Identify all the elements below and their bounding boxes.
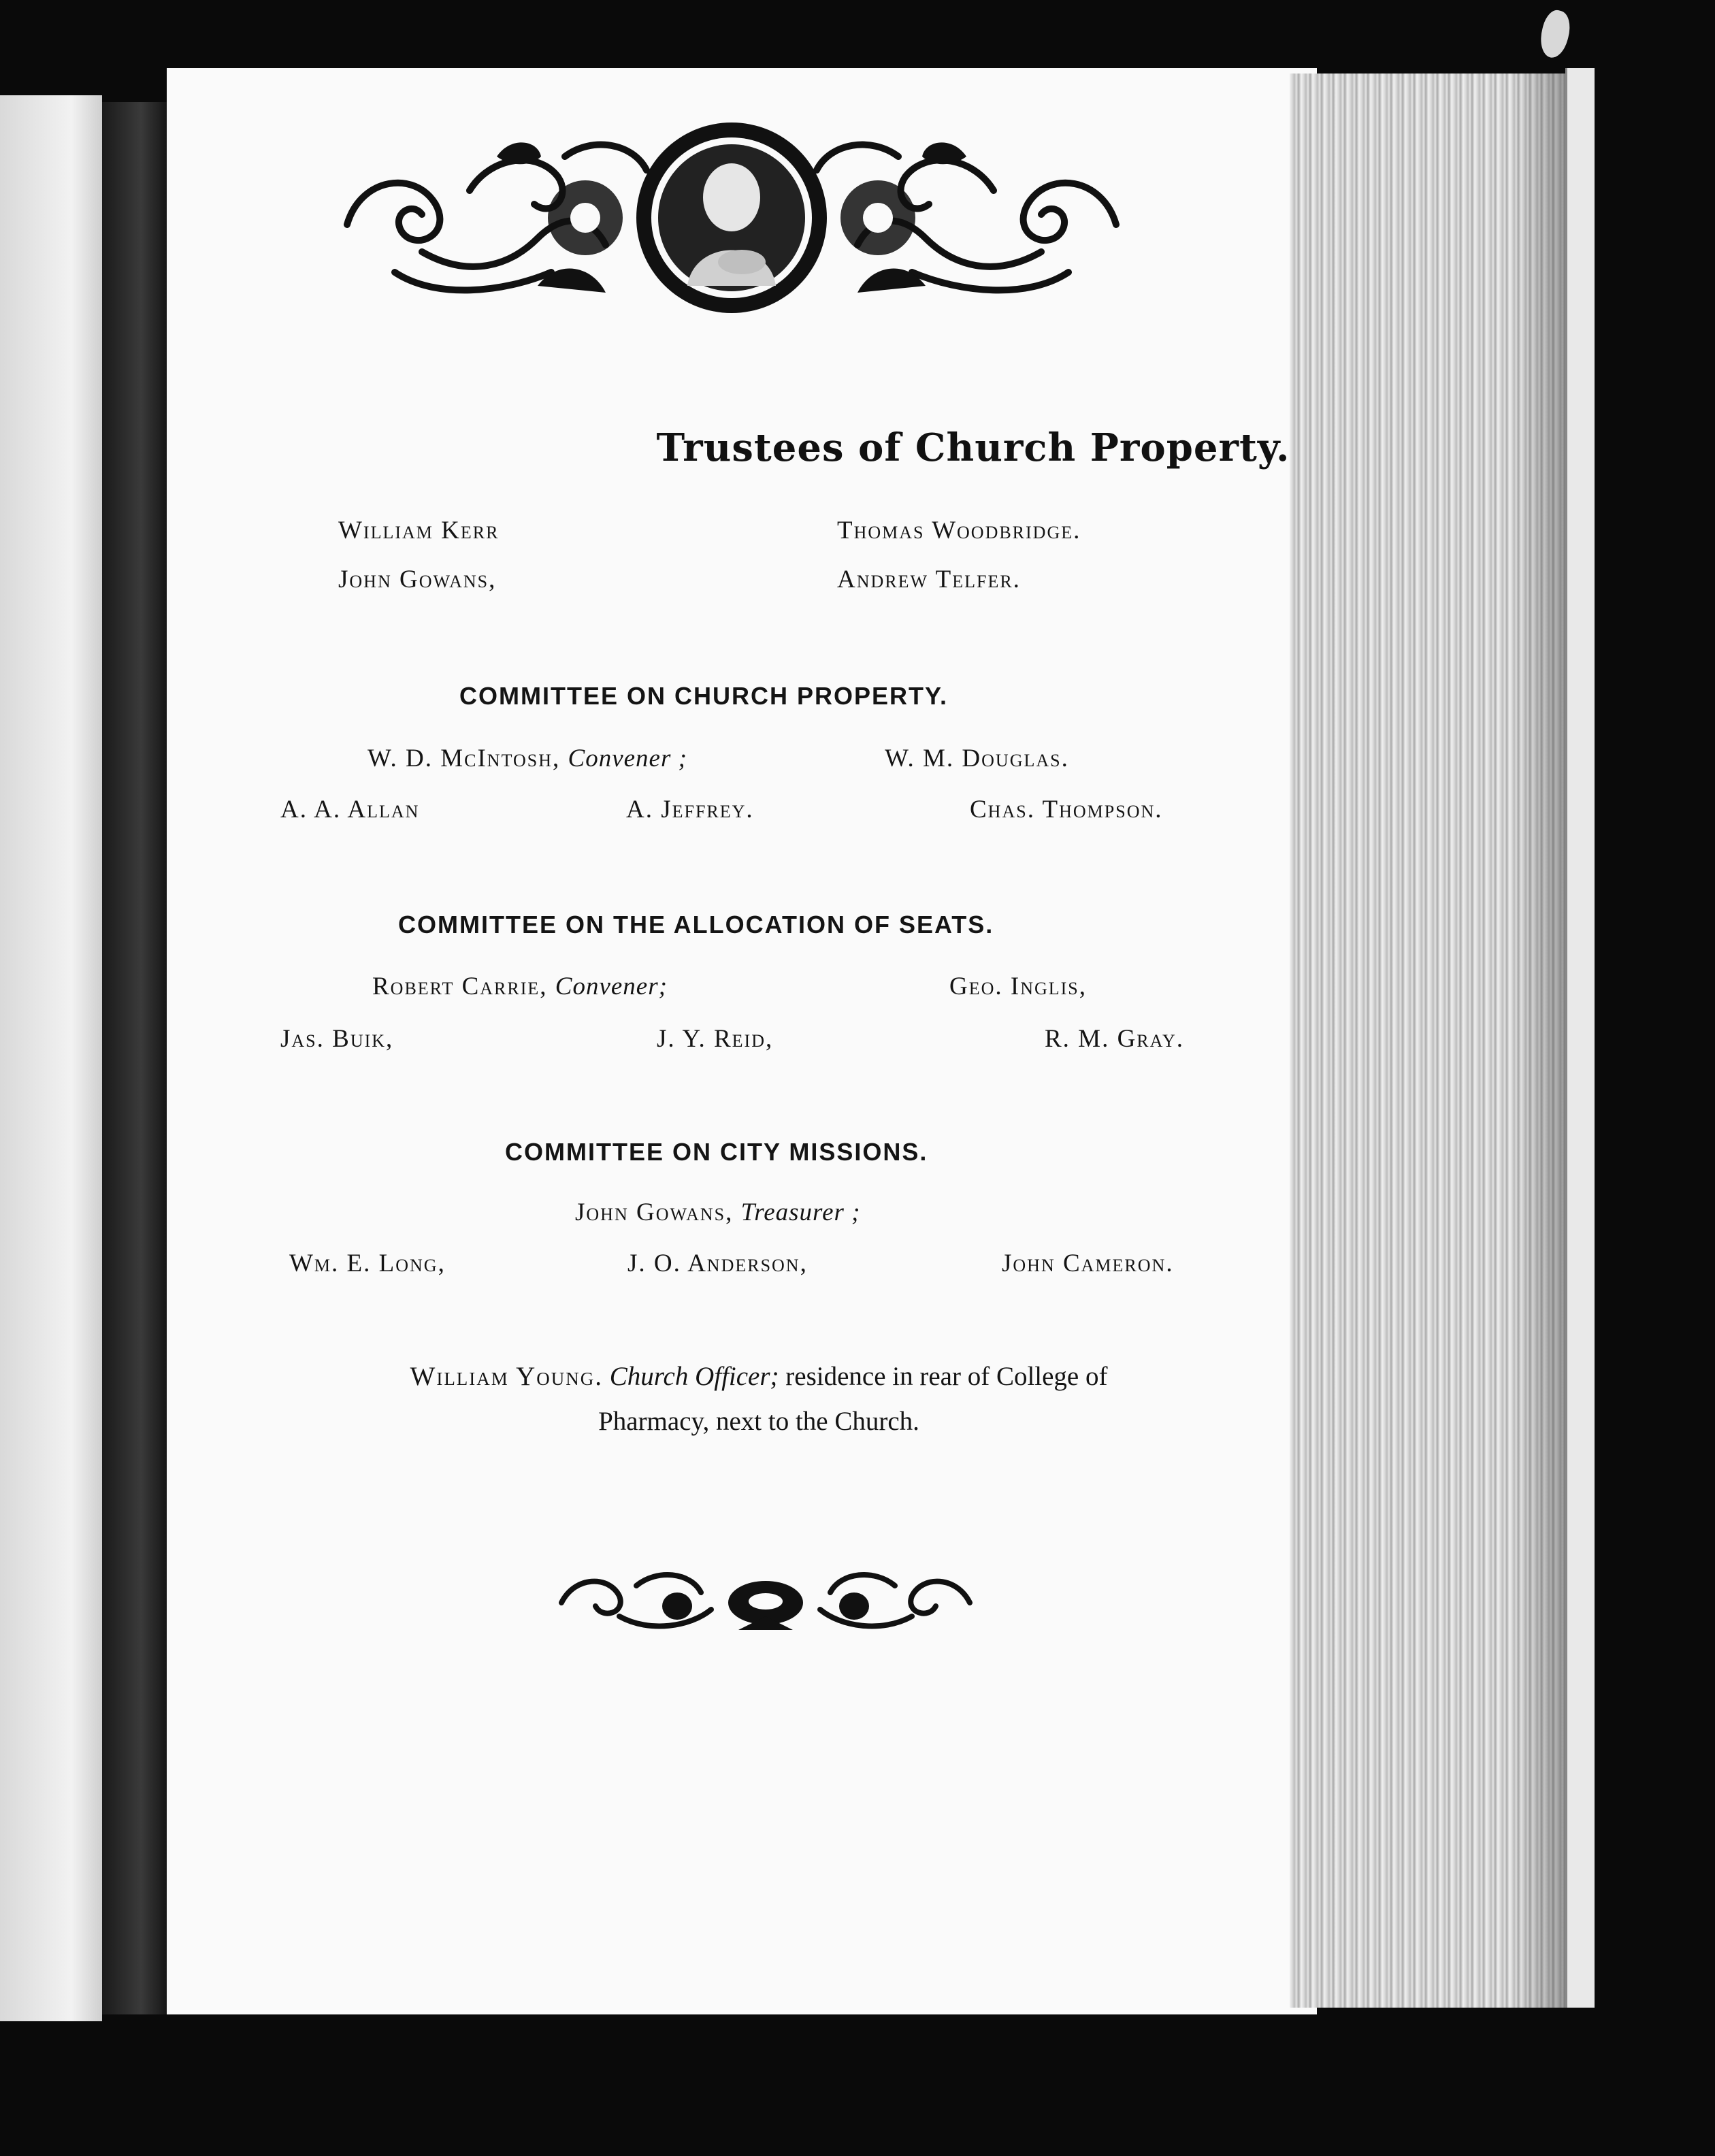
member-name: R. M. Gray. [1045, 1025, 1185, 1053]
treasurer-role: Treasurer ; [740, 1198, 861, 1226]
member-name: Jas. Buik, [280, 1025, 394, 1053]
member-name: W. M. Douglas. [885, 745, 1069, 772]
header-ornament-icon [333, 116, 1130, 320]
member-name: J. Y. Reid, [657, 1025, 774, 1053]
member-name: Geo. Inglis, [949, 973, 1088, 1000]
treasurer-name: John Gowans, [575, 1198, 734, 1226]
trustee-name: John Gowans, [338, 566, 497, 593]
member-name: A. A. Allan [280, 796, 420, 823]
church-officer-paragraph [286, 1354, 1232, 1444]
committee-heading: COMMITTEE ON CHURCH PROPERTY. [459, 682, 949, 710]
trustee-name: Andrew Telfer. [837, 566, 1021, 593]
convener-name: W. D. McIntosh, [368, 745, 561, 772]
member-name: A. Jeffrey. [626, 796, 754, 823]
convener-name: Robert Carrie, [372, 973, 548, 1000]
convener-line [372, 972, 668, 1001]
scan-mark [1536, 7, 1575, 61]
convener-role: Convener ; [568, 745, 687, 772]
convener-line [368, 744, 687, 773]
member-name: Chas. Thompson. [970, 796, 1163, 823]
convener-role: Convener; [555, 973, 668, 1000]
officer-residence: residence in rear of College of [785, 1362, 1108, 1391]
cover-board [1565, 68, 1595, 2008]
committee-heading: COMMITTEE ON CITY MISSIONS. [505, 1138, 928, 1166]
trustee-name: Thomas Woodbridge. [837, 517, 1081, 544]
officer-role: Church Officer; [609, 1362, 779, 1391]
treasurer-line [575, 1198, 860, 1227]
left-page-edge [0, 95, 102, 2021]
officer-name: William Young. [410, 1362, 604, 1391]
tailpiece-ornament-icon [555, 1562, 977, 1640]
book-gutter [102, 102, 167, 2014]
officer-residence-cont: Pharmacy, next to the Church. [598, 1407, 919, 1436]
member-name: J. O. Anderson, [627, 1250, 808, 1277]
page-title: Trustees of Church Property. [656, 425, 1290, 470]
trustee-name: William Kerr [338, 517, 500, 544]
member-name: John Cameron. [1002, 1250, 1174, 1277]
member-name: Wm. E. Long, [289, 1250, 446, 1277]
committee-heading: COMMITTEE ON THE ALLOCATION OF SEATS. [398, 911, 994, 938]
